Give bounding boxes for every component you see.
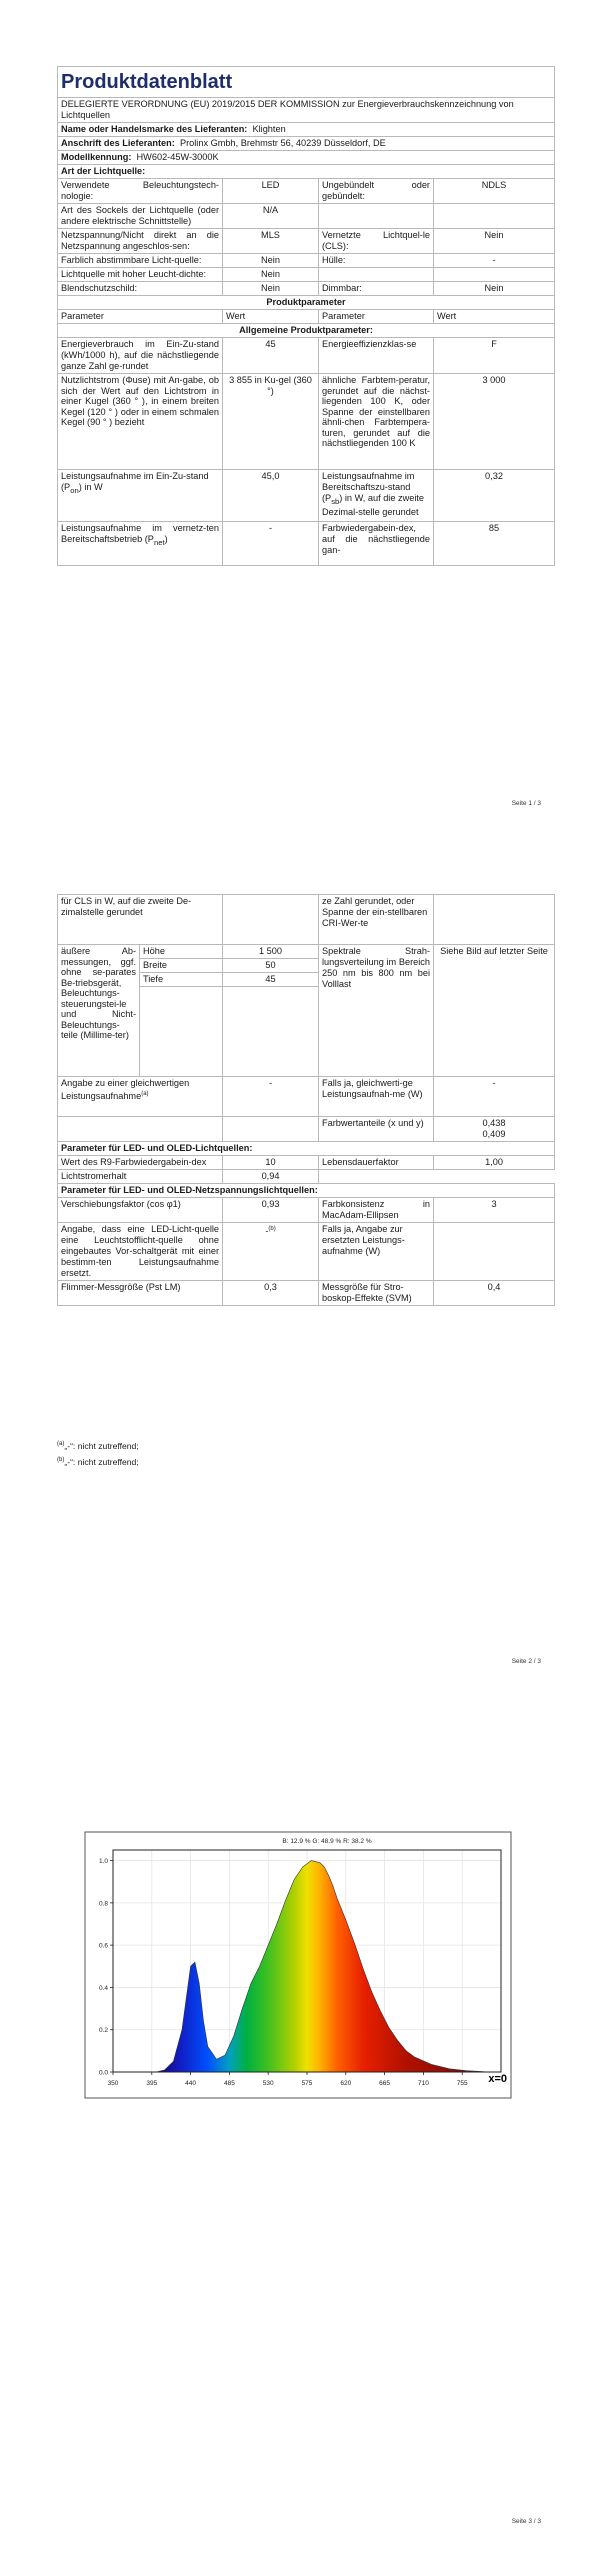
footnote-b (57, 1453, 139, 1469)
x-tick-label: 530 (262, 2080, 274, 2087)
supplier-address-label: Anschrift des Lieferanten: (61, 138, 175, 148)
light-source-type-heading: Art der Lichtquelle: (58, 165, 555, 179)
spectral-distribution-value: Siehe Bild auf letzter Seite (434, 945, 555, 1077)
net-standby-label-a: Leistungsaufnahme im vernetz-ten Bereitschaftsbetrieb (P (61, 523, 219, 544)
regulation-text: DELEGIERTE VERORDNUNG (EU) 2019/2015 DER KOMMISSION zur Energieverbrauchskennzeichnung von Lichtquellen (58, 98, 555, 123)
standby-power-value: 0,32 (434, 470, 555, 522)
type-cell-v2: Nein (434, 282, 555, 296)
datasheet-table-page-1 (57, 66, 555, 566)
type-cell-l1: Art des Sockels der Lichtquelle (oder andere elektrische Schnittstelle) (58, 204, 223, 229)
claimed-power-label: Falls ja, gleichwerti-ge Leistungsaufnah-me (W) (319, 1077, 434, 1117)
dimensions-label: äußere Ab-messungen, ggf. ohne se-parates Be-triebsgerät, Beleuchtungs-steuerungstei-le und Nicht-Beleuchtungs-teile (Millime-ter) (58, 945, 140, 1077)
empty-cell (223, 987, 319, 1077)
energy-consumption-label: Energieverbrauch im Ein-Zu-stand (kWh/1000 h), auf die nächstliegende ganze Zahl ge-rundet (58, 338, 223, 374)
cls-standby-continued: für CLS in W, auf die zweite De-zimalstelle gerundet (58, 895, 223, 945)
chart-header: B: 12.9 % G: 48.9 % R: 38.2 % (282, 1838, 372, 1845)
claimed-power-value: - (434, 1077, 555, 1117)
type-cell-v2 (434, 268, 555, 282)
dim-width-label: Breite (140, 959, 223, 973)
page-3 (0, 1680, 603, 2560)
footnote-b-text: „-“: nicht zutreffend; (64, 1456, 139, 1467)
empty-cell (223, 1117, 319, 1142)
standby-power-label-b: ) in W, auf die zweite Dezimal-stelle gerundet (322, 493, 425, 517)
flicker-label: Flimmer-Messgröße (Pst LM) (58, 1281, 223, 1306)
type-cell-l1: Farblich abstimmbare Licht-quelle: (58, 254, 223, 268)
dim-width-value: 50 (223, 959, 319, 973)
r9-label: Wert des R9-Farbwiedergabein-dex (58, 1156, 223, 1170)
type-cell-v1: Nein (223, 268, 319, 282)
type-cell-l2: Dimmbar: (319, 282, 434, 296)
type-cell-l2: Ungebündelt oder gebündelt: (319, 179, 434, 204)
type-cell-v2: - (434, 254, 555, 268)
chromaticity-y: 0,409 (482, 1129, 506, 1139)
dim-depth-value: 45 (223, 973, 319, 987)
x-tick-label: 665 (379, 2080, 391, 2087)
light-source-type-row (58, 268, 555, 282)
x-tick-label: 395 (146, 2080, 158, 2087)
supplier-name-label: Name oder Handelsmarke des Lieferanten: (61, 124, 248, 134)
chromaticity-values (434, 1117, 555, 1142)
y-tick-label: 0.0 (98, 2069, 108, 2077)
equivalent-power-value: - (223, 1077, 319, 1117)
dim-height-value: 1 500 (223, 945, 319, 959)
datasheet-table-page-2 (57, 894, 555, 1306)
type-cell-l1: Lichtquelle mit hoher Leucht-dichte: (58, 268, 223, 282)
x-tick-label: 755 (456, 2080, 468, 2087)
power-factor-label: Verschiebungsfaktor (cos φ1) (58, 1198, 223, 1223)
on-mode-power-sub: on (70, 485, 79, 495)
product-params-heading: Produktparameter (58, 296, 555, 310)
light-source-type-row (58, 229, 555, 254)
standby-power-label-a: Leistungsaufnahme im Bereitschaftszu-stand (P (322, 471, 415, 503)
energy-class-value: F (434, 338, 555, 374)
type-cell-v2: NDLS (434, 179, 555, 204)
r9-value: 10 (223, 1156, 319, 1170)
empty-cell (223, 895, 319, 945)
lumen-maintenance-label: Lichtstromerhalt (58, 1170, 223, 1184)
energy-consumption-value: 45 (223, 338, 319, 374)
x-tick-label: 440 (185, 2080, 197, 2087)
page-2 (0, 840, 603, 1680)
luminous-flux-value: 3 855 in Ku-gel (360 °) (223, 374, 319, 470)
light-source-type-row (58, 179, 555, 204)
replacement-claim-value (223, 1223, 319, 1281)
on-mode-power-value: 45,0 (223, 470, 319, 522)
type-cell-l2: Vernetzte Lichtquel-le (CLS): (319, 229, 434, 254)
equivalent-power-label-text: Angabe zu einer gleichwertigen Leistungsaufnahme (61, 1078, 190, 1102)
type-cell-v1: MLS (223, 229, 319, 254)
light-source-type-row (58, 254, 555, 268)
type-cell-v2 (434, 204, 555, 229)
footnotes (57, 1437, 139, 1469)
empty-cell (434, 895, 555, 945)
footnote-a-text: „-“: nicht zutreffend; (64, 1440, 139, 1451)
cri-label: Farbwiedergabein-dex, auf die nächstliegende gan- (319, 522, 434, 566)
page-number-3: Seite 3 / 3 (511, 2518, 541, 2525)
color-consistency-label: Farbkonsistenz in MacAdam-Ellipsen (319, 1198, 434, 1223)
power-factor-value: 0,93 (223, 1198, 319, 1223)
stroboscopic-value: 0,4 (434, 1281, 555, 1306)
net-standby-label-b: ) (164, 534, 168, 544)
lumen-maintenance-value: 0,94 (223, 1170, 319, 1184)
col-header-param-2: Parameter (319, 310, 434, 324)
net-standby-value: - (223, 522, 319, 566)
replacement-claim-label: Angabe, dass eine LED-Licht-quelle eine Leuchtstofflicht-quelle ohne eingebautes Vor-schaltgerät mit einer bestimm-ten Leistungsaufnahme ersetzt. (58, 1223, 223, 1281)
empty-cell (319, 1170, 555, 1184)
luminous-flux-label: Nutzlichtstrom (Φuse) mit An-gabe, ob sich der Wert auf den Lichtstrom in einer Kugel (360 ° ), in einem breiten Kegel (120 ° ) oder in einem schmalen Kegel (90 ° ) bezieht (58, 374, 223, 470)
general-params-heading: Allgemeine Produktparameter: (58, 324, 555, 338)
replacement-claim-sup: (b) (268, 1226, 276, 1232)
y-tick-label: 0.8 (98, 1900, 108, 1908)
col-header-value: Wert (223, 310, 319, 324)
footnote-b-sup: (b) (57, 1456, 65, 1463)
x-tick-label: 575 (301, 2080, 313, 2087)
y-tick-label: 0.2 (98, 2027, 108, 2035)
model-row (58, 151, 555, 165)
type-cell-l1: Verwendete Beleuchtungstech-nologie: (58, 179, 223, 204)
survival-factor-value: 1,00 (434, 1156, 555, 1170)
x-tick-label: 710 (417, 2080, 429, 2087)
y-tick-label: 0.6 (98, 1942, 108, 1950)
chromaticity-x: 0,438 (482, 1118, 506, 1128)
y-tick-label: 1.0 (98, 1858, 108, 1866)
empty-cell (140, 987, 223, 1077)
on-mode-power-label-a: Leistungsaufnahme im Ein-Zu-stand (P (61, 471, 209, 492)
replacement-claim-value-text: - (265, 1226, 269, 1237)
type-cell-v1: Nein (223, 282, 319, 296)
supplier-address: Prolinx Gmbh, Brehmstr 56, 40239 Düsseldorf, DE (179, 138, 386, 148)
model-label: Modellkennung: (61, 152, 132, 162)
type-cell-l1: Blendschutzschild: (58, 282, 223, 296)
type-cell-l2 (319, 204, 434, 229)
energy-class-label: Energieeffizienzklas-se (319, 338, 434, 374)
dim-depth-label: Tiefe (140, 973, 223, 987)
flicker-value: 0,3 (223, 1281, 319, 1306)
x-tick-label: 485 (223, 2080, 235, 2087)
col-header-value-2: Wert (434, 310, 555, 324)
type-cell-v1: N/A (223, 204, 319, 229)
equivalent-power-label (58, 1077, 223, 1117)
net-standby-label (58, 522, 223, 566)
supplier-name: Klighten (252, 124, 286, 134)
cri-value: 85 (434, 522, 555, 566)
page-number-2: Seite 2 / 3 (511, 1658, 541, 1665)
model-id: HW602-45W-3000K (136, 152, 219, 162)
x-tick-label: 350 (107, 2080, 119, 2087)
standby-power-label (319, 470, 434, 522)
on-mode-power-label (58, 470, 223, 522)
light-source-type-row (58, 282, 555, 296)
dim-height-label: Höhe (140, 945, 223, 959)
light-source-type-row (58, 204, 555, 229)
chromaticity-label: Farbwertanteile (x und y) (319, 1117, 434, 1142)
on-mode-power-label-b: ) in W (78, 482, 103, 492)
footnote-a (57, 1437, 139, 1453)
page-1 (0, 0, 603, 840)
supplier-address-row (58, 137, 555, 151)
x-tick-label: 620 (340, 2080, 352, 2087)
standby-power-sub: sb (331, 496, 340, 506)
page-number-1: Seite 1 / 3 (511, 800, 541, 807)
type-cell-l1: Netzspannung/Nicht direkt an die Netzspannung angeschlos-sen: (58, 229, 223, 254)
supplier-name-row (58, 123, 555, 137)
survival-factor-label: Lebensdauerfaktor (319, 1156, 434, 1170)
type-cell-v1: LED (223, 179, 319, 204)
led-params-heading: Parameter für LED- und OLED-Lichtquellen: (58, 1142, 555, 1156)
replaced-power-value (434, 1223, 555, 1281)
document-title: Produktdatenblatt (58, 67, 555, 98)
type-cell-l2 (319, 268, 434, 282)
color-consistency-value: 3 (434, 1198, 555, 1223)
cct-value: 3 000 (434, 374, 555, 470)
spectral-distribution-label: Spektrale Strah-lungsverteilung im Bereich 250 nm bis 800 nm bei Volllast (319, 945, 434, 1077)
chart-corner-mark: x=0 (488, 2073, 507, 2085)
stroboscopic-label: Messgröße für Stro-boskop-Effekte (SVM) (319, 1281, 434, 1306)
cct-label: ähnliche Farbtem-peratur, gerundet auf die nächst-liegenden 100 K, oder Spanne der einstellbaren ähnli-chen Farbtempera-turen, gerundet auf die nächstliegenden 100 K (319, 374, 434, 470)
equivalent-power-sup: (a) (141, 1091, 149, 1097)
col-header-param: Parameter (58, 310, 223, 324)
y-tick-label: 0.4 (98, 1984, 108, 1992)
footnote-a-sup: (a) (57, 1441, 65, 1447)
mains-params-heading: Parameter für LED- und OLED-Netzspannungslichtquellen: (58, 1184, 555, 1198)
replaced-power-label: Falls ja, Angabe zur ersetzten Leistungs-aufnahme (W) (319, 1223, 434, 1281)
empty-cell (58, 1117, 223, 1142)
net-standby-sub: net (153, 537, 165, 547)
type-cell-v1: Nein (223, 254, 319, 268)
spectrum-chart (83, 1830, 513, 2100)
type-cell-v2: Nein (434, 229, 555, 254)
light-source-type-rows (58, 179, 555, 296)
type-cell-l2: Hülle: (319, 254, 434, 268)
cri-continued: ze Zahl gerundet, oder Spanne der ein-stellbaren CRI-Wer-te (319, 895, 434, 945)
